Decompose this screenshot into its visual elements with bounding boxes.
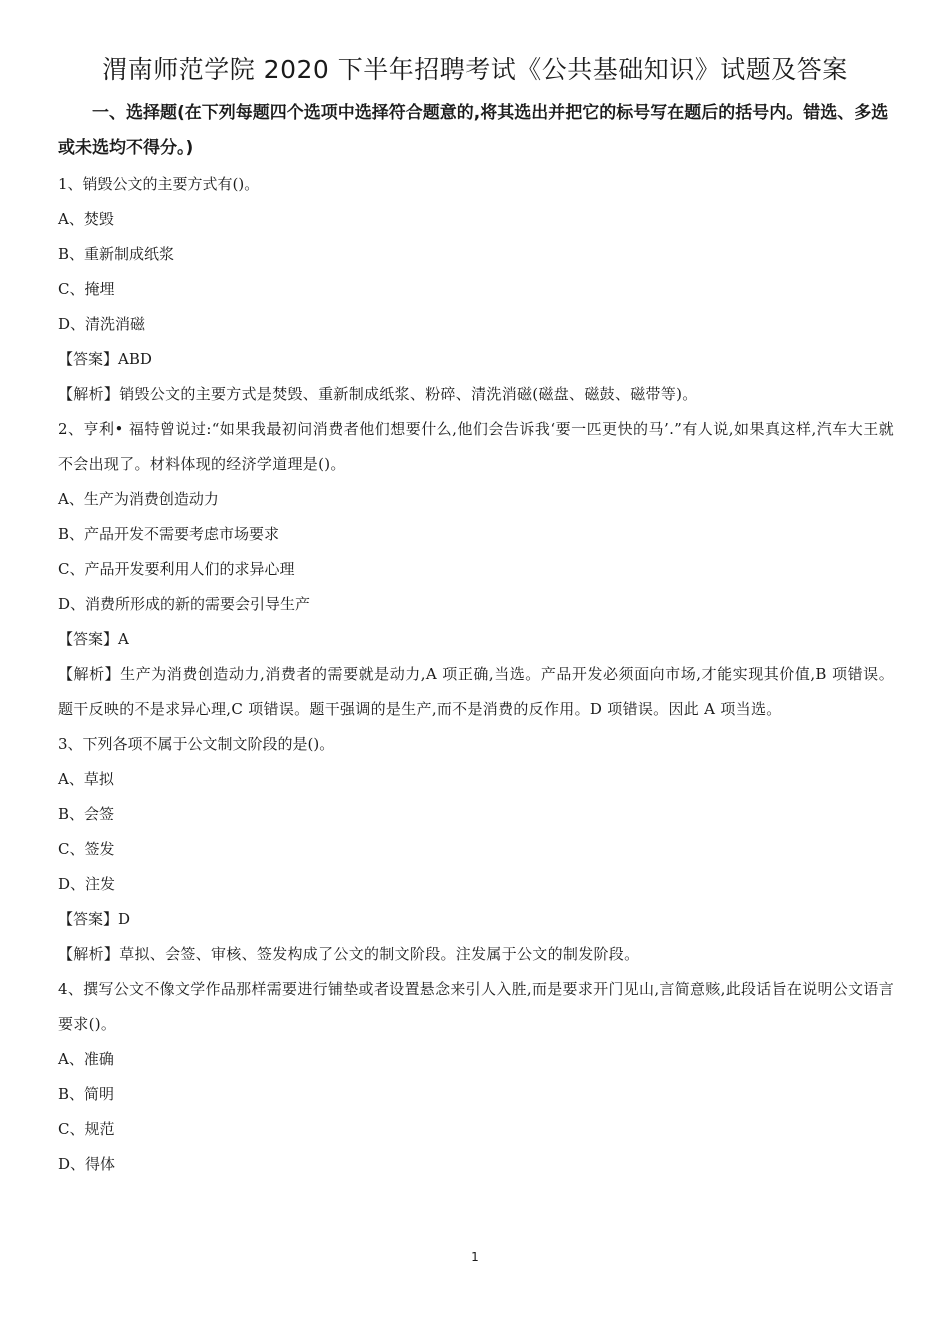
- analysis-tag: 【解析】: [58, 945, 120, 963]
- option-b: B、重新制成纸浆: [58, 245, 175, 263]
- page-number: 1: [471, 1250, 479, 1264]
- option-a: A、准确: [58, 1050, 114, 1068]
- question-block: [58, 412, 894, 727]
- answer-tag: 【答案】: [58, 910, 119, 928]
- analysis-line: [58, 657, 894, 727]
- analysis-tag: 【解析】: [58, 385, 120, 403]
- option-c: C、掩埋: [58, 280, 115, 298]
- option-d: D、得体: [58, 1155, 116, 1173]
- option-a: A、生产为消费创造动力: [58, 490, 219, 508]
- answer-tag: 【答案】: [58, 630, 119, 648]
- question-block: [58, 972, 894, 1182]
- answer-tag: 【答案】: [58, 350, 119, 368]
- analysis-line: [58, 377, 894, 412]
- answer-line: [58, 622, 894, 657]
- page-title: 渭南师范学院 2020 下半年招聘考试《公共基础知识》试题及答案: [102, 55, 848, 84]
- option-d: D、清洗消磁: [58, 315, 146, 333]
- option-b: B、产品开发不需要考虑市场要求: [58, 525, 280, 543]
- analysis-text: 生产为消费创造动力,消费者的需要就是动力,A 项正确,当选。产品开发必须面向市场,才能实现其价值,B 项错误。题干反映的不是求异心理,C 项错误。题干强调的是生产,而不是消费的反作用。D 项错误。因此 A 项当选。: [58, 665, 894, 718]
- question-stem: 3、下列各项不属于公文制文阶段的是()。: [58, 735, 335, 753]
- analysis-text: 草拟、会签、审核、签发构成了公文的制文阶段。注发属于公文的制发阶段。: [119, 945, 640, 963]
- question-block: [58, 167, 894, 412]
- option-d: D、注发: [58, 875, 116, 893]
- question-list: [58, 167, 894, 1182]
- answer-line: [58, 902, 894, 937]
- question-stem: 1、销毁公文的主要方式有()。: [58, 175, 260, 193]
- section-heading: 一、选择题(在下列每题四个选项中选择符合题意的,将其选出并把它的标号写在题后的括号内。错选、多选或未选均不得分。): [58, 103, 889, 158]
- answer-value: ABD: [118, 350, 152, 368]
- answer-line: [58, 342, 894, 377]
- option-c: C、签发: [58, 840, 115, 858]
- answer-value: A: [118, 630, 129, 648]
- option-b: B、会签: [58, 805, 115, 823]
- option-c: C、产品开发要利用人们的求异心理: [58, 560, 295, 578]
- option-c: C、规范: [58, 1120, 115, 1138]
- analysis-tag: 【解析】: [58, 665, 121, 683]
- question-stem: 4、撰写公文不像文学作品那样需要进行铺垫或者设置悬念来引人入胜,而是要求开门见山,言简意赅,此段话旨在说明公文语言要求()。: [58, 980, 894, 1033]
- analysis-text: 销毁公文的主要方式是焚毁、重新制成纸浆、粉碎、清洗消磁(磁盘、磁鼓、磁带等)。: [119, 385, 698, 403]
- question-stem: 2、亨利• 福特曾说过:“如果我最初问消费者他们想要什么,他们会告诉我‘要一匹更快的马’.”有人说,如果真这样,汽车大王就不会出现了。材料体现的经济学道理是()。: [58, 420, 894, 473]
- option-a: A、焚毁: [58, 210, 114, 228]
- option-a: A、草拟: [58, 770, 114, 788]
- answer-value: D: [118, 910, 131, 928]
- option-b: B、简明: [58, 1085, 115, 1103]
- option-d: D、消费所形成的新的需要会引导生产: [58, 595, 311, 613]
- question-block: [58, 727, 894, 972]
- analysis-line: [58, 937, 894, 972]
